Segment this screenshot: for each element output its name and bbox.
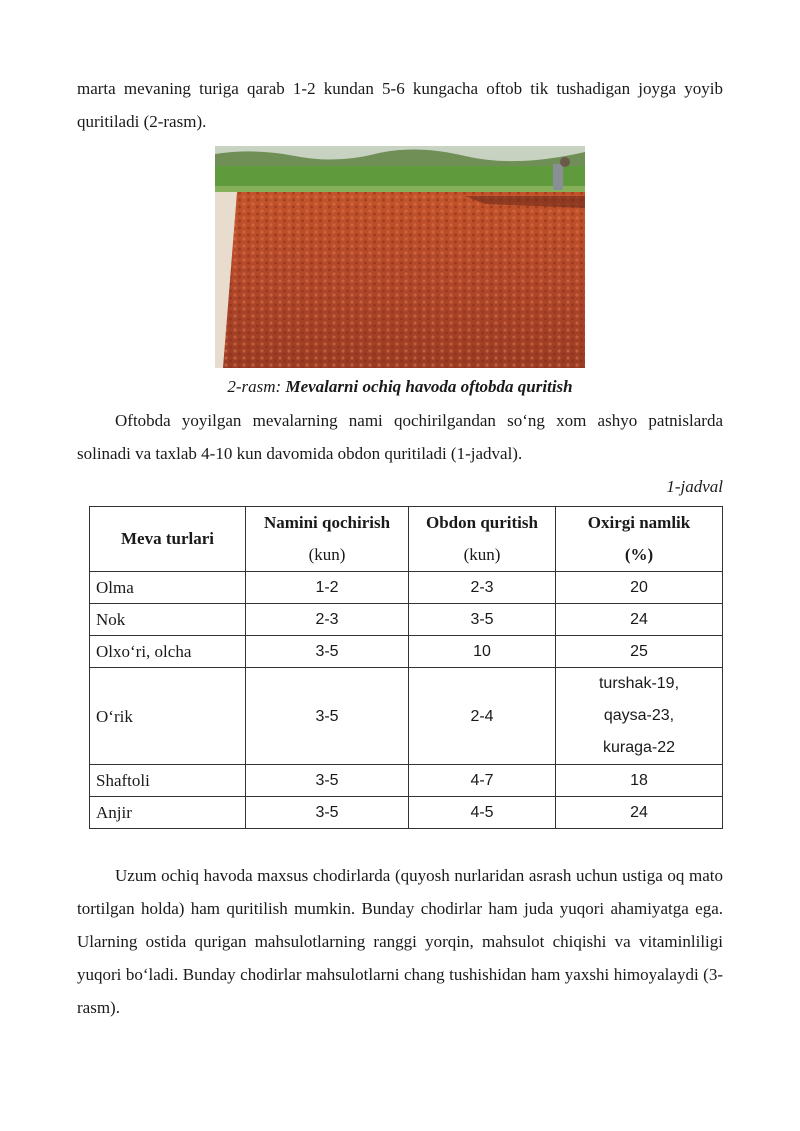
paragraph-3: Uzum ochiq havoda maxsus chodirlarda (quyosh nurlaridan asrash uchun ustiga oq mato tortilgan holda) ham quritilish mumkin. Bunday chodirlar ham juda yuqori ahamiyatga ega. Ularning ostida qurigan mahsulotlarning ranggi yorqin, mahsulot chiqishi va vitaminliligi yuqori bo‘ladi. Bunday chodirlar mahsulotlarni chang tushishidan ham yaxshi himoyalaydi (3-rasm). (77, 866, 723, 1017)
cell-fruit: Nok (90, 604, 246, 636)
header-dehydrate-line2: (kun) (308, 545, 346, 564)
table-row (90, 668, 723, 765)
moisture-line: turshak-19, (598, 675, 680, 692)
cell-fruit: Olxo‘ri, olcha (90, 636, 246, 668)
intro-paragraph: marta mevaning turiga qarab 1-2 kundan 5-6 kungacha oftob tik tushadigan joyga yoyib quritiladi (2-rasm). (77, 79, 723, 131)
cell-dehydrate: 3-5 (246, 668, 409, 765)
table-label: 1-jadval (666, 477, 723, 496)
header-dehydrate (246, 507, 409, 572)
cell-moisture: 20 (556, 572, 723, 604)
figure-caption (77, 374, 723, 400)
table-row (90, 636, 723, 668)
header-fruit-types: Meva turlari (90, 507, 246, 572)
header-moisture-line2: (%) (624, 545, 654, 564)
moisture-line: qaysa-23, (603, 707, 675, 724)
header-dry (409, 507, 556, 572)
header-dry-line1: Obdon quritish (426, 513, 538, 532)
cell-dehydrate: 3-5 (246, 765, 409, 797)
table-row (90, 765, 723, 797)
cell-moisture-multiline (556, 668, 723, 765)
cell-dehydrate: 3-5 (246, 636, 409, 668)
cell-dry: 2-4 (409, 668, 556, 765)
cell-fruit: O‘rik (90, 668, 246, 765)
document-page (77, 72, 723, 1024)
caption-label: 2-rasm: (227, 377, 282, 396)
cell-dehydrate: 2-3 (246, 604, 409, 636)
header-moisture-line1: Oxirgi namlik (587, 513, 691, 532)
caption-title: Mevalarni ochiq havoda oftobda quritish (285, 377, 573, 396)
cell-moisture: 18 (556, 765, 723, 797)
cell-dehydrate: 1-2 (246, 572, 409, 604)
table-row (90, 604, 723, 636)
cell-dehydrate: 3-5 (246, 797, 409, 829)
cell-fruit: Shaftoli (90, 765, 246, 797)
paragraph-2: Oftobda yoyilgan mevalarning nami qochirilgandan so‘ng xom ashyo patnislarda solinadi va taxlab 4-10 kun davomida obdon quritiladi (1-jadval). (77, 411, 723, 463)
cell-moisture: 24 (556, 797, 723, 829)
cell-dry: 4-7 (409, 765, 556, 797)
cell-fruit: Anjir (90, 797, 246, 829)
cell-dry: 4-5 (409, 797, 556, 829)
cell-moisture: 25 (556, 636, 723, 668)
header-moisture (556, 507, 723, 572)
drying-table (89, 506, 723, 829)
table-header-row (90, 507, 723, 572)
header-dehydrate-line1: Namini qochirish (263, 513, 391, 532)
header-dry-line2: (kun) (463, 545, 501, 564)
cell-moisture: 24 (556, 604, 723, 636)
cell-dry: 2-3 (409, 572, 556, 604)
cell-dry: 10 (409, 636, 556, 668)
drying-fruit-photo (215, 146, 585, 368)
cell-dry: 3-5 (409, 604, 556, 636)
table-row (90, 797, 723, 829)
table-row (90, 572, 723, 604)
moisture-line: kuraga-22 (602, 739, 676, 756)
cell-fruit: Olma (90, 572, 246, 604)
fruit-drying-field-image (215, 146, 585, 368)
